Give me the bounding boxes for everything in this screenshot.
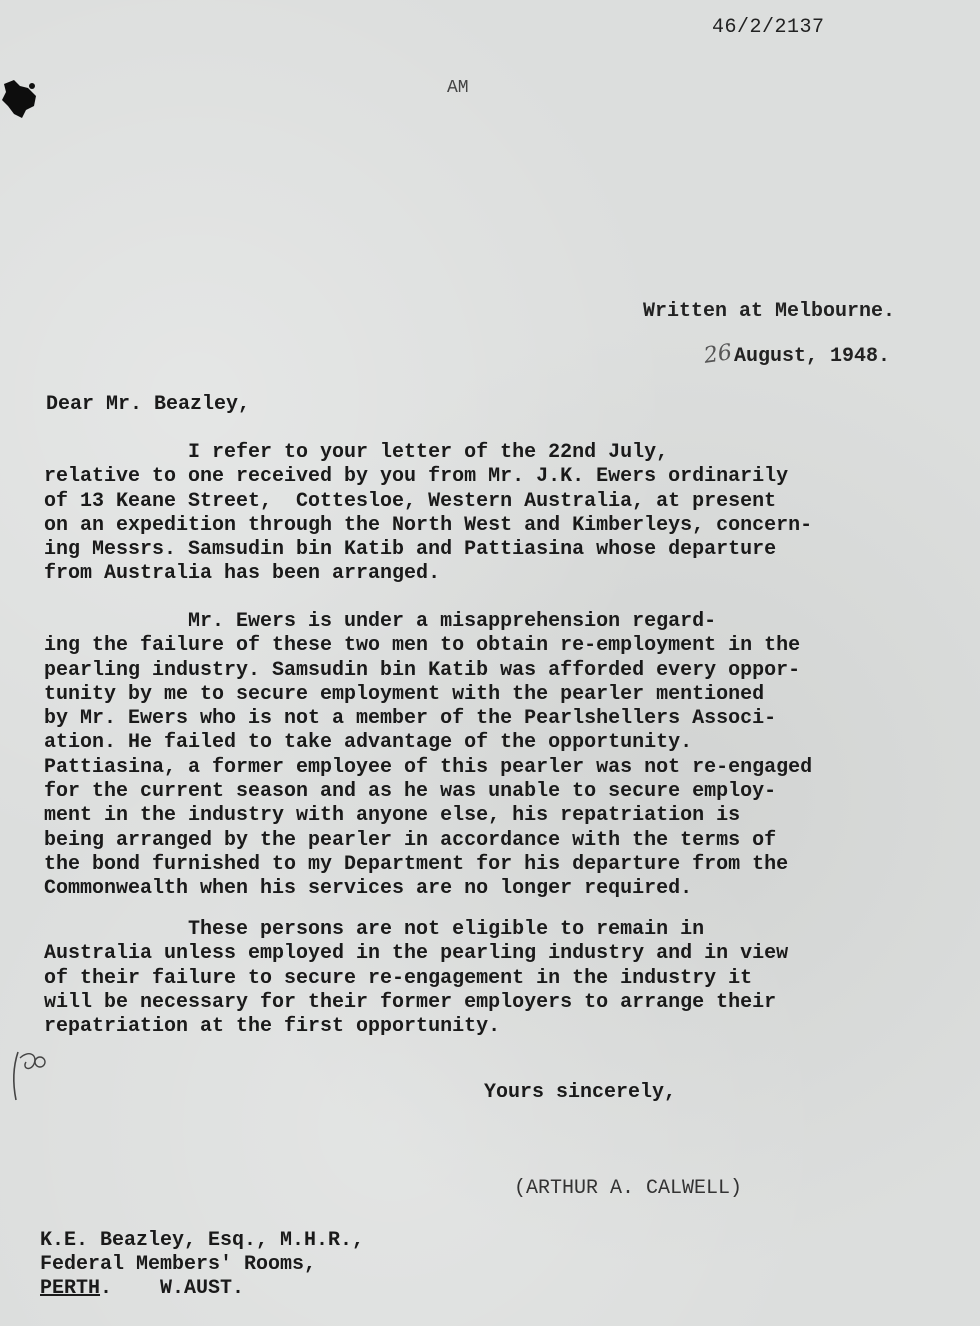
paragraph-line: repatriation at the first opportunity. (44, 1015, 501, 1039)
initials-stamp: AM (447, 78, 469, 98)
paragraph-1 (44, 441, 974, 587)
addressee-city: PERTH (40, 1277, 101, 1300)
paragraph-line: Pattiasina, a former employee of this pearler was not re-engaged (44, 755, 813, 779)
paragraph-line: will be necessary for their former employers to arrange their (44, 990, 777, 1014)
salutation: Dear Mr. Beazley, (46, 393, 251, 416)
written-at-place: Written at Melbourne. (643, 300, 896, 323)
letter-date (704, 342, 890, 368)
file-reference: 46/2/2137 (712, 16, 825, 39)
paragraph-line: the bond furnished to my Department for his departure from the (44, 852, 789, 876)
paragraph-line: ment in the industry with anyone else, his repatriation is (44, 804, 741, 828)
date-month-year: August, 1948. (734, 345, 891, 368)
addressee-state: . W.AUST. (100, 1277, 245, 1300)
paragraph-3 (44, 918, 974, 1039)
paragraph-line: by Mr. Ewers who is not a member of the Pearlshellers Associ- (44, 707, 777, 731)
paragraph-line: of 13 Keane Street, Cottesloe, Western Australia, at present (44, 489, 777, 513)
addressee-name: K.E. Beazley, Esq., M.H.R., (40, 1229, 365, 1252)
paragraph-line: Commonwealth when his services are no longer required. (44, 877, 693, 901)
paragraph-line: Mr. Ewers is under a misapprehension regard- (44, 610, 717, 633)
paragraph-line: relative to one received by you from Mr. J.K. Ewers ordinarily (44, 465, 789, 489)
addressee-rooms: Federal Members' Rooms, (40, 1253, 317, 1276)
paragraph-2 (44, 610, 974, 902)
handwritten-day: 26 (702, 340, 734, 369)
paragraph-line: I refer to your letter of the 22nd July, (44, 441, 669, 464)
paragraph-line: on an expedition through the North West and Kimberleys, concern- (44, 513, 813, 537)
signature-name: (ARTHUR A. CALWELL) (514, 1177, 743, 1200)
paragraph-line: tunity by me to secure employment with the pearler mentioned (44, 682, 765, 706)
paragraph-line: Australia unless employed in the pearling industry and in view (44, 942, 789, 966)
addressee-city-line (40, 1277, 364, 1301)
ink-blot-mark (0, 76, 40, 122)
paragraph-line: ing the failure of these two men to obtain re-employment in the (44, 634, 801, 658)
paragraph-line: pearling industry. Samsudin bin Katib was afforded every oppor- (44, 658, 801, 682)
paragraph-line: ing Messrs. Samsudin bin Katib and Pattiasina whose departure (44, 538, 777, 562)
paragraph-line: ation. He failed to take advantage of the opportunity. (44, 731, 693, 755)
paragraph-line: from Australia has been arranged. (44, 562, 441, 586)
paragraph-line: of their failure to secure re-engagement in the industry it (44, 966, 753, 990)
handwritten-margin-mark (8, 1044, 52, 1104)
paragraph-line: being arranged by the pearler in accordance with the terms of (44, 828, 777, 852)
addressee-block (40, 1229, 364, 1301)
closing: Yours sincerely, (484, 1081, 677, 1104)
paragraph-line: These persons are not eligible to remain in (44, 918, 705, 941)
paragraph-line: for the current season and as he was unable to secure employ- (44, 780, 777, 804)
